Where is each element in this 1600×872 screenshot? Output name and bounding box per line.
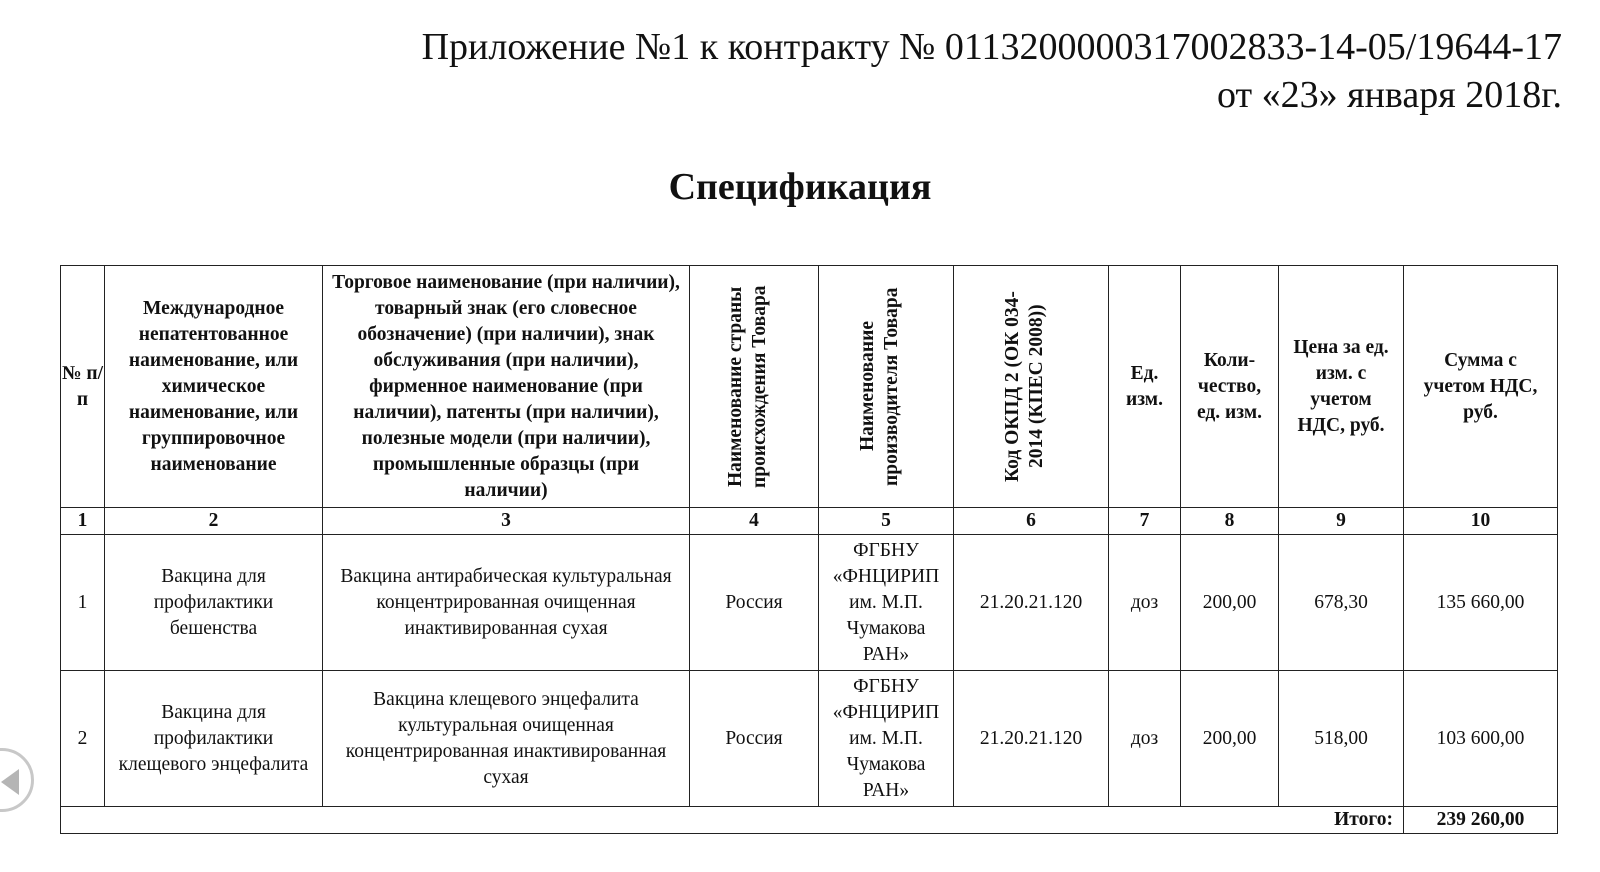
price-cell: 678,30: [1279, 535, 1404, 671]
header-okpd-text: Код ОКПД 2 (ОК 034-2014 (КПЕС 2008)): [1002, 291, 1047, 482]
manufacturer-cell: ФГБНУ «ФНЦИРИП им. М.П. Чумакова РАН»: [819, 535, 954, 671]
header-cell-manufacturer: [819, 266, 954, 508]
trade-name-cell: Вакцина клещевого энцефалита культуральная очищенная концентрированная инактивированная сухая: [323, 671, 690, 807]
sum-cell: 103 600,00: [1404, 671, 1558, 807]
price-cell: 518,00: [1279, 671, 1404, 807]
quantity-cell: 200,00: [1181, 535, 1279, 671]
total-label: Итого:: [61, 807, 1404, 834]
column-number: 10: [1404, 508, 1558, 535]
total-row: [61, 807, 1558, 834]
column-number: 8: [1181, 508, 1279, 535]
page-title: Спецификация: [668, 166, 932, 208]
country-cell: Россия: [690, 671, 819, 807]
quantity-cell: 200,00: [1181, 671, 1279, 807]
column-number: 5: [819, 508, 954, 535]
column-number-row: [61, 508, 1558, 535]
table-row: [61, 671, 1558, 807]
header-cell-trade-name: Торговое наименование (при наличии), товарный знак (его словесное обозначение) (при наличии), знак обслуживания (при наличии), фирменное наименование (при наличии), патенты (при наличии), полезные модели (при наличии), промышленные образцы (при наличии): [323, 266, 690, 508]
contract-heading: Приложение №1 к контракту № 0113200000317002833-14-05/19644-17: [421, 26, 1562, 68]
header-cell-unit: Ед. изм.: [1109, 266, 1181, 508]
unit-cell: доз: [1109, 671, 1181, 807]
trade-name-cell: Вакцина антирабическая культуральная концентрированная очищенная инактивированная сухая: [323, 535, 690, 671]
column-number: 2: [105, 508, 323, 535]
header-cell-country: [690, 266, 819, 508]
header-cell-price: Цена за ед. изм. с учетом НДС, руб.: [1279, 266, 1404, 508]
row-number-cell: 2: [61, 671, 105, 807]
inn-cell: Вакцина для профилактики бешенства: [105, 535, 323, 671]
okpd-cell: 21.20.21.120: [954, 671, 1109, 807]
row-number-cell: 1: [61, 535, 105, 671]
column-number: 1: [61, 508, 105, 535]
header-cell-inn: Международное непатентованное наименование, или химическое наименование, или группировочное наименование: [105, 266, 323, 508]
contract-date: от «23» января 2018г.: [1216, 74, 1562, 116]
inn-cell: Вакцина для профилактики клещевого энцефалита: [105, 671, 323, 807]
column-number: 3: [323, 508, 690, 535]
unit-cell: доз: [1109, 535, 1181, 671]
header-cell-sum: Сумма с учетом НДС, руб.: [1404, 266, 1558, 508]
column-number: 6: [954, 508, 1109, 535]
chevron-left-icon[interactable]: [0, 748, 34, 812]
column-number: 4: [690, 508, 819, 535]
header-cell-okpd: [954, 266, 1109, 508]
specification-table: [60, 265, 1558, 834]
manufacturer-cell: ФГБНУ «ФНЦИРИП им. М.П. Чумакова РАН»: [819, 671, 954, 807]
okpd-cell: 21.20.21.120: [954, 535, 1109, 671]
header-cell-number: № п/п: [61, 266, 105, 508]
column-number: 9: [1279, 508, 1404, 535]
header-manufacturer-text: Наименование производителя Товара: [857, 287, 902, 486]
country-cell: Россия: [690, 535, 819, 671]
header-cell-quantity: Коли-чество, ед. изм.: [1181, 266, 1279, 508]
table-row: [61, 535, 1558, 671]
sum-cell: 135 660,00: [1404, 535, 1558, 671]
column-number: 7: [1109, 508, 1181, 535]
table-header-row: [61, 266, 1558, 508]
total-value: 239 260,00: [1404, 807, 1558, 834]
header-country-text: Наименование страны происхождения Товара: [725, 285, 770, 488]
